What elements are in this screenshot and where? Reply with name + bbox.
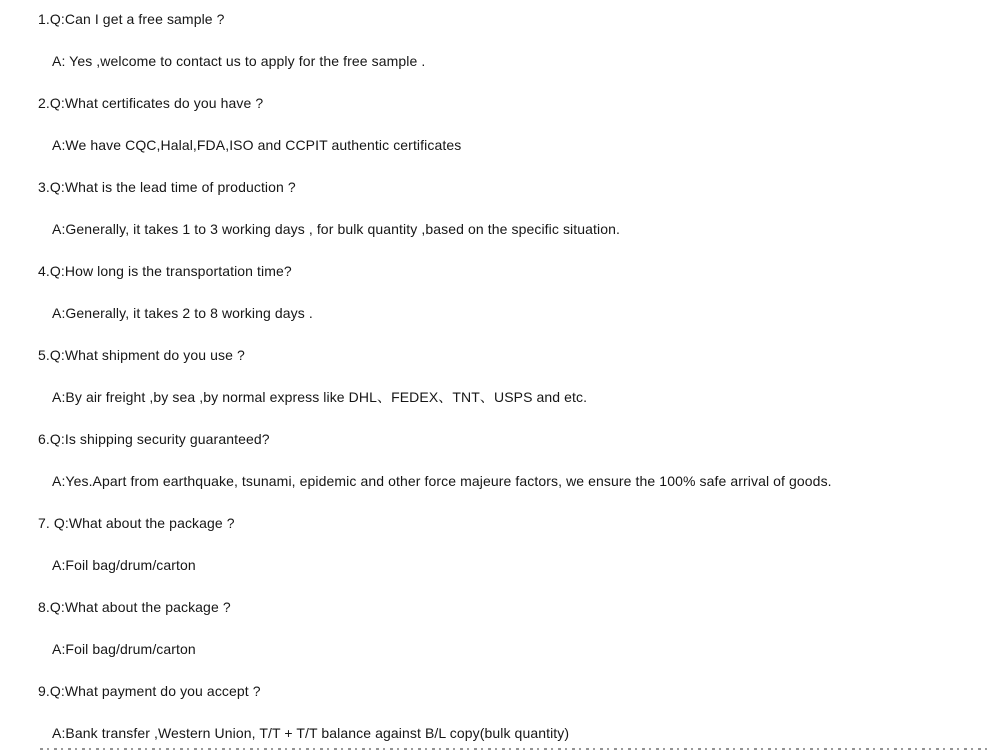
faq-answer-3: A:Generally, it takes 1 to 3 working days , for bulk quantity ,based on the specific situation. — [52, 221, 620, 237]
faq-question-6: 6.Q:Is shipping security guaranteed? — [38, 431, 270, 447]
faq-answer-1: A: Yes ,welcome to contact us to apply for the free sample . — [52, 53, 426, 69]
faq-answer-5: A:By air freight ,by sea ,by normal express like DHL、FEDEX、TNT、USPS and etc. — [52, 389, 588, 405]
faq-list — [38, 0, 1000, 750]
faq-question-1: 1.Q:Can I get a free sample ? — [38, 11, 225, 27]
faq-answer-4: A:Generally, it takes 2 to 8 working days . — [52, 305, 313, 321]
faq-question-9: 9.Q:What payment do you accept ? — [38, 683, 261, 699]
faq-question-8: 8.Q:What about the package ? — [38, 599, 231, 615]
faq-answer-7: A:Foil bag/drum/carton — [52, 557, 196, 573]
clipped-text-line — [40, 746, 988, 750]
faq-answer-8: A:Foil bag/drum/carton — [52, 641, 196, 657]
faq-answer-9: A:Bank transfer ,Western Union, T/T + T/T balance against B/L copy(bulk quantity) — [52, 725, 570, 741]
faq-question-5: 5.Q:What shipment do you use ? — [38, 347, 245, 363]
faq-question-7: 7. Q:What about the package ? — [38, 515, 235, 531]
faq-question-3: 3.Q:What is the lead time of production ? — [38, 179, 296, 195]
faq-question-4: 4.Q:How long is the transportation time? — [38, 263, 292, 279]
faq-answer-6: A:Yes.Apart from earthquake, tsunami, epidemic and other force majeure factors, we ensure the 100% safe arrival of goods. — [52, 473, 832, 489]
faq-answer-2: A:We have CQC,Halal,FDA,ISO and CCPIT authentic certificates — [52, 137, 462, 153]
faq-question-2: 2.Q:What certificates do you have ? — [38, 95, 264, 111]
